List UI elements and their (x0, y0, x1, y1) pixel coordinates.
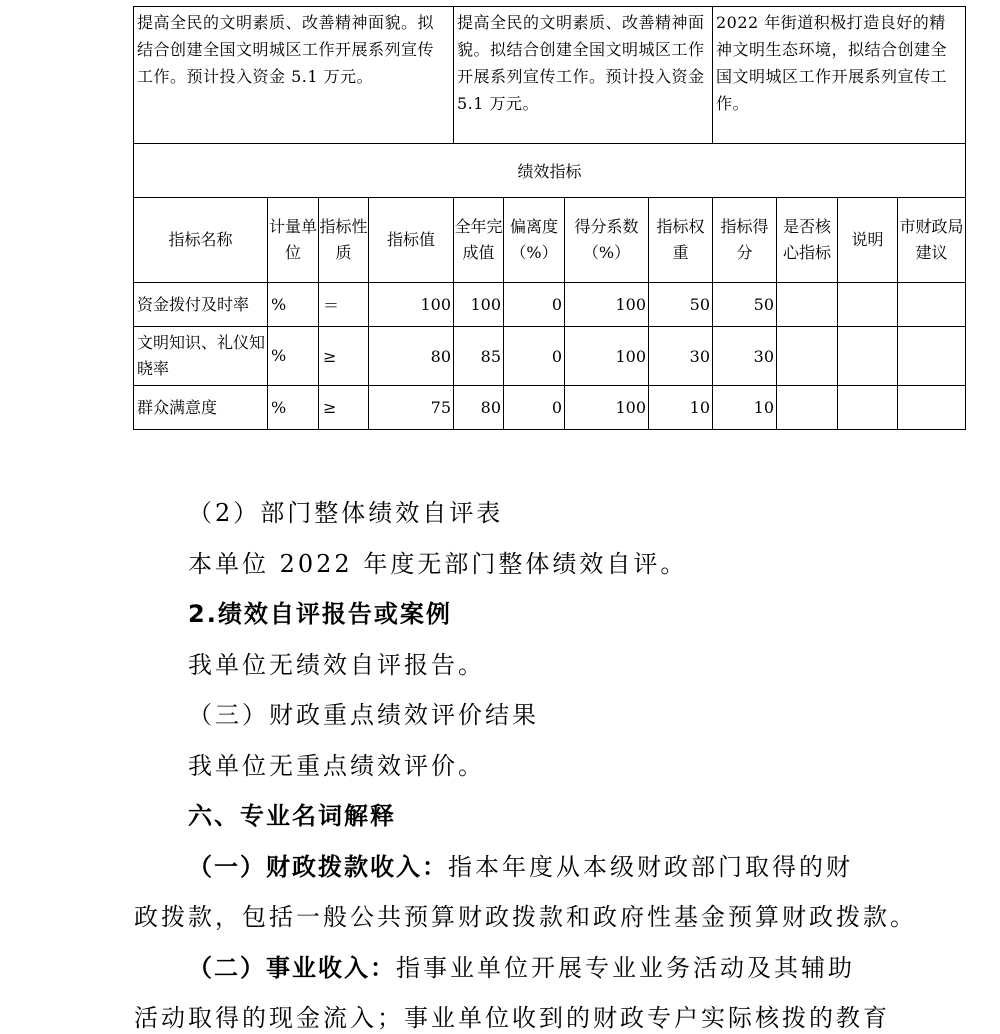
body-paragraph: 我单位无重点绩效评价。 (188, 752, 485, 780)
advice-cell (898, 283, 966, 327)
goal-description-row (134, 7, 966, 144)
definition-term: （一）财政拨款收入： (188, 853, 448, 881)
header-cell: 说明 (838, 198, 898, 283)
deviation-cell: 0 (504, 327, 565, 386)
subsection-heading: （三）财政重点绩效评价结果 (188, 701, 539, 729)
goal-cell-1: 提高全民的文明素质、改善精神面貌。拟结合创建全国文明城区工作开展系列宣传工作。预计投入资金 5.1 万元。 (134, 7, 454, 144)
coef-cell: 100 (565, 327, 649, 386)
section-title: 绩效指标 (134, 144, 966, 198)
actual-cell: 100 (454, 283, 504, 327)
indicator-name: 文明知识、礼仪知晓率 (134, 327, 268, 386)
table-header-row (134, 198, 966, 283)
score-cell: 30 (713, 327, 777, 386)
performance-table (133, 6, 966, 430)
nature-cell: ≥ (319, 386, 369, 430)
target-cell: 80 (369, 327, 454, 386)
nature-cell: ≥ (319, 327, 369, 386)
target-cell: 75 (369, 386, 454, 430)
definition-term: （二）事业收入： (188, 954, 396, 982)
unit-cell: % (268, 283, 319, 327)
target-cell: 100 (369, 283, 454, 327)
weight-cell: 30 (649, 327, 713, 386)
core-cell (777, 283, 838, 327)
header-cell: 指标权重 (649, 198, 713, 283)
table-row (134, 386, 966, 430)
header-cell: 是否核心指标 (777, 198, 838, 283)
actual-cell: 80 (454, 386, 504, 430)
header-cell: 全年完成值 (454, 198, 504, 283)
score-cell: 50 (713, 283, 777, 327)
section-heading: 六、专业名词解释 (188, 802, 396, 830)
note-cell (838, 386, 898, 430)
definition-text: 指本年度从本级财政部门取得的财 (448, 853, 853, 881)
deviation-cell: 0 (504, 386, 565, 430)
advice-cell (898, 386, 966, 430)
score-cell: 10 (713, 386, 777, 430)
header-cell: 指标得分 (713, 198, 777, 283)
coef-cell: 100 (565, 283, 649, 327)
table-row (134, 327, 966, 386)
subsection-heading: （2）部门整体绩效自评表 (188, 499, 504, 527)
deviation-cell: 0 (504, 283, 565, 327)
body-paragraph: 本单位 2022 年度无部门整体绩效自评。 (188, 550, 688, 578)
header-cell: 偏离度（%） (504, 198, 565, 283)
definition-text: 指事业单位开展专业业务活动及其辅助 (396, 954, 855, 982)
note-cell (838, 283, 898, 327)
definition-continuation: 政拨款，包括一般公共预算财政拨款和政府性基金预算财政拨款。 (134, 903, 917, 931)
note-cell (838, 327, 898, 386)
body-paragraph: 我单位无绩效自评报告。 (188, 651, 485, 679)
unit-cell: % (268, 327, 319, 386)
coef-cell: 100 (565, 386, 649, 430)
definition-paragraph (188, 851, 853, 883)
definition-paragraph (188, 952, 855, 984)
nature-cell: ＝ (319, 283, 369, 327)
core-cell (777, 327, 838, 386)
advice-cell (898, 327, 966, 386)
header-cell: 计量单位 (268, 198, 319, 283)
weight-cell: 10 (649, 386, 713, 430)
table-row (134, 283, 966, 327)
indicator-name: 群众满意度 (134, 386, 268, 430)
header-cell: 得分系数（%） (565, 198, 649, 283)
unit-cell: % (268, 386, 319, 430)
header-cell: 指标性质 (319, 198, 369, 283)
header-cell: 指标名称 (134, 198, 268, 283)
weight-cell: 50 (649, 283, 713, 327)
header-cell: 市财政局建议 (898, 198, 966, 283)
indicator-name: 资金拨付及时率 (134, 283, 268, 327)
definition-continuation: 活动取得的现金流入；事业单位收到的财政专户实际核拨的教育 (134, 1004, 890, 1032)
core-cell (777, 386, 838, 430)
goal-cell-3: 2022 年街道积极打造良好的精神文明生态环境，拟结合创建全国文明城区工作开展系列宣传工作。 (713, 7, 966, 144)
goal-cell-2: 提高全民的文明素质、改善精神面貌。拟结合创建全国文明城区工作开展系列宣传工作。预计投入资金 5.1 万元。 (454, 7, 713, 144)
header-cell: 指标值 (369, 198, 454, 283)
section-heading: 2.绩效自评报告或案例 (188, 600, 452, 628)
actual-cell: 85 (454, 327, 504, 386)
